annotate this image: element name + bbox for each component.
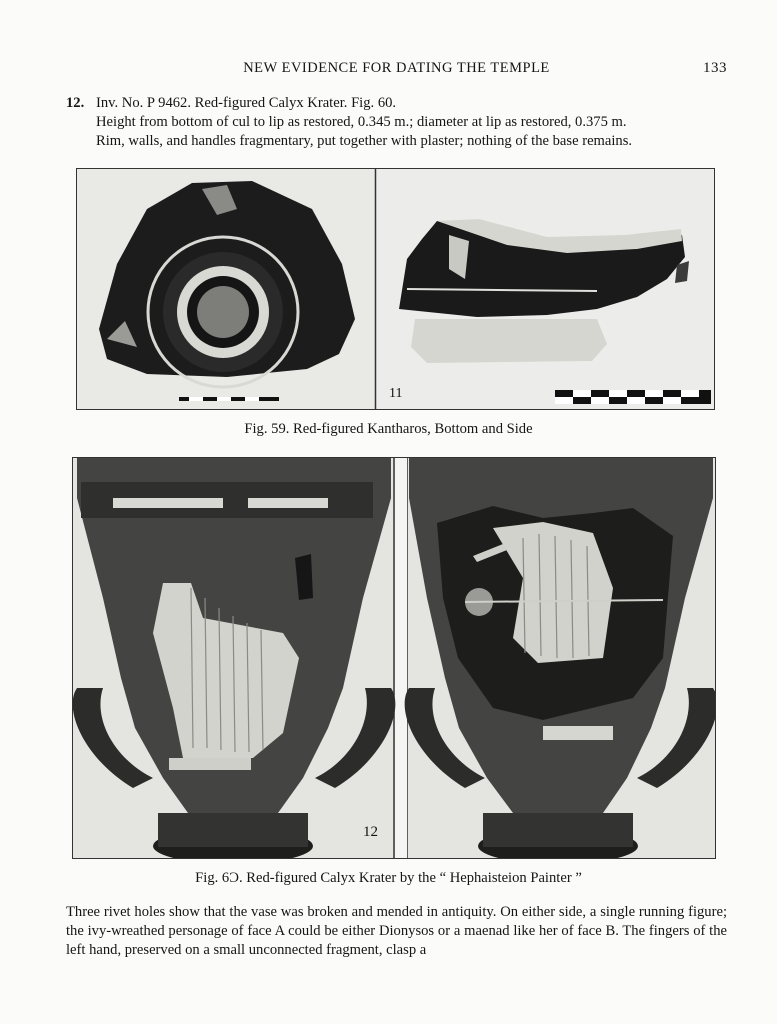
body-paragraph: Three rivet holes show that the vase was broken and mended in antiquity. On either side, a single running figure; the ivy-wreathed personage of face A could be either Dionysos or a maenad like her of face B. The fingers of the left hand, preserved on a small unconnected fragment, clasp a bbox=[66, 904, 727, 958]
scale-bar-small bbox=[179, 397, 279, 401]
figure-59-caption: Fig. 59. Red-figured Kantharos, Bottom and Side bbox=[244, 421, 533, 437]
plate-label-59: 11 bbox=[389, 386, 403, 401]
plate-label-60: 12 bbox=[363, 824, 378, 840]
entry-number: 12. bbox=[66, 95, 85, 111]
entry-heading bbox=[66, 94, 727, 113]
page-number: 133 bbox=[703, 60, 727, 76]
entry-title: Inv. No. P 9462. Red-figured Calyx Krater. Fig. 60. bbox=[96, 95, 397, 111]
entry-dimensions: Height from bottom of cul to lip as restored, 0.345 m.; diameter at lip as restored, 0.375 m. bbox=[96, 114, 627, 130]
calyx-krater-photographs bbox=[73, 458, 715, 858]
figure-60-caption: Fig. 6Ͻ. Red-figured Calyx Krater by the “ Hephaisteion Painter ” bbox=[195, 870, 582, 886]
body-text bbox=[66, 903, 727, 960]
figure-60-plate bbox=[72, 457, 716, 859]
entry-condition: Rim, walls, and handles fragmentary, put together with plaster; nothing of the base remains. bbox=[96, 133, 633, 149]
running-header bbox=[66, 60, 727, 80]
catalogue-entry bbox=[66, 94, 727, 151]
figure-59-plate bbox=[76, 168, 715, 410]
kantharos-photographs bbox=[77, 169, 714, 409]
scale-bar-large bbox=[555, 390, 711, 404]
running-title: NEW EVIDENCE FOR DATING THE TEMPLE bbox=[243, 60, 550, 76]
